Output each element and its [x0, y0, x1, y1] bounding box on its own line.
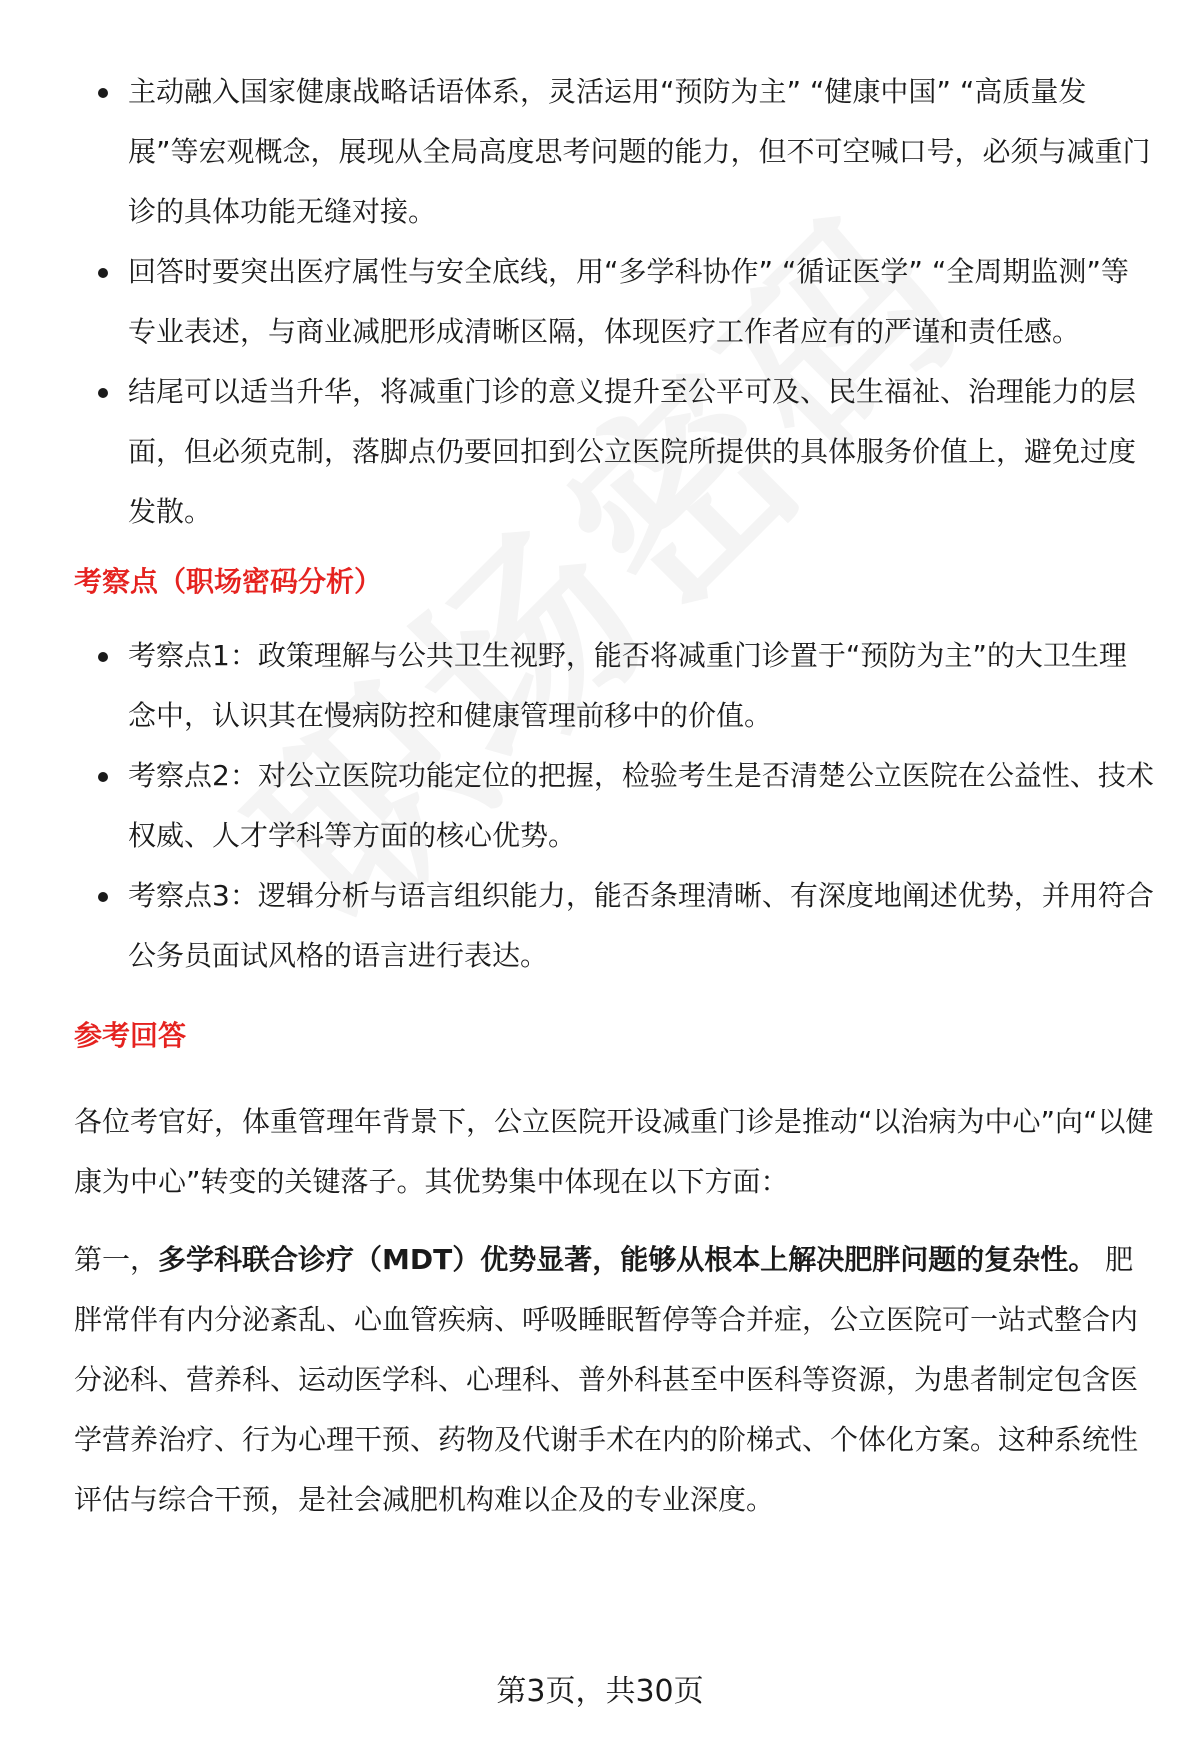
list-item-text: 结尾可以适当升华，将减重门诊的意义提升至公平可及、民生福祉、治理能力的层面，但必须克制，落脚点仍要回扣到公立医院所提供的具体服务价值上，避免过度发散。 — [128, 375, 1137, 528]
list-item — [74, 746, 1154, 866]
point-prefix: 第一， — [74, 1243, 159, 1276]
list-item — [74, 242, 1154, 362]
section-title-reference-answer: 参考回答 — [74, 1019, 187, 1052]
list-item-text: 回答时要突出医疗属性与安全底线，用“多学科协作” “循证医学” “全周期监测”等专业表述，与商业减肥形成清晰区隔，体现医疗工作者应有的严谨和责任感。 — [128, 255, 1129, 348]
document-body — [74, 62, 1154, 1530]
point-body: 肥胖常伴有内分泌紊乱、心血管疾病、呼吸睡眠暂停等合并症，公立医院可一站式整合内分泌科、营养科、运动医学科、心理科、普外科甚至中医科等资源，为患者制定包含医学营养治疗、行为心理干预、药物及代谢手术在内的阶梯式、个体化方案。这种系统性评估与综合干预，是社会减肥机构难以企及的专业深度。 — [74, 1243, 1139, 1516]
list-item — [74, 362, 1154, 542]
list-item-text: 考察点2：对公立医院功能定位的把握，检验考生是否清楚公立医院在公益性、技术权威、人才学科等方面的核心优势。 — [128, 759, 1154, 852]
list-item — [74, 62, 1154, 242]
answer-intro: 各位考官好，体重管理年背景下，公立医院开设减重门诊是推动“以治病为中心”向“以健康为中心”转变的关键落子。其优势集中体现在以下方面： — [74, 1105, 1154, 1198]
list-item-text: 考察点1：政策理解与公共卫生视野，能否将减重门诊置于“预防为主”的大卫生理念中，认识其在慢病防控和健康管理前移中的价值。 — [128, 639, 1127, 732]
list-item — [74, 866, 1154, 986]
answer-point-1 — [74, 1230, 1154, 1530]
bullet-icon — [98, 388, 108, 398]
section-title-assessment: 考察点（职场密码分析） — [74, 565, 383, 598]
bullet-icon — [98, 268, 108, 278]
list-item-text: 考察点3：逻辑分析与语言组织能力，能否条理清晰、有深度地阐述优势，并用符合公务员面试风格的语言进行表达。 — [128, 879, 1154, 972]
bullet-icon — [98, 892, 108, 902]
assessment-list — [74, 626, 1154, 986]
page-number: 第3页，共30页 — [496, 1674, 704, 1709]
bullet-icon — [98, 652, 108, 662]
point-heading: 多学科联合诊疗（MDT）优势显著，能够从根本上解决肥胖问题的复杂性。 — [158, 1243, 1097, 1276]
bullet-icon — [98, 88, 108, 98]
list-item-text: 主动融入国家健康战略话语体系，灵活运用“预防为主” “健康中国” “高质量发展”等宏观概念，展现从全局高度思考问题的能力，但不可空喊口号，必须与减重门诊的具体功能无缝对接。 — [128, 75, 1151, 228]
bullet-icon — [98, 772, 108, 782]
tips-list — [74, 62, 1154, 542]
list-item — [74, 626, 1154, 746]
